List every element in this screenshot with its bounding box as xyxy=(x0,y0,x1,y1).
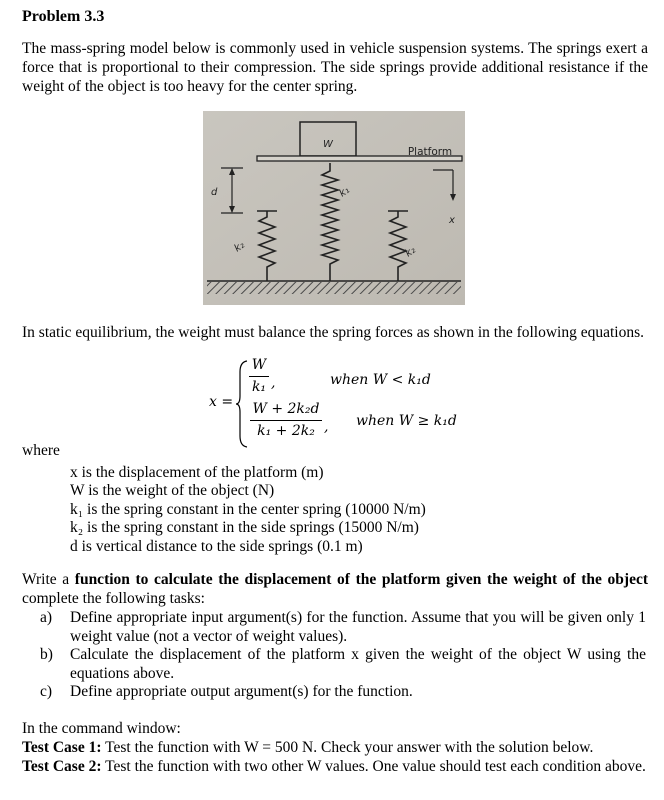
task-intro-bold: function to calculate the displacement of the platform given the weight of the object xyxy=(74,571,648,588)
definition-item: d is vertical distance to the side springs (0.1 m) xyxy=(70,537,363,555)
case2-fraction-bar xyxy=(250,420,322,421)
weight-label: W xyxy=(323,139,333,150)
case2-denominator: k₁ + 2k₂ xyxy=(257,423,315,439)
task-item-a: a) Define appropriate input argument(s) for the function. Assume that you will be given only 1 weight value (not a vector of weight values). xyxy=(40,609,646,645)
k1-label: k₁ xyxy=(337,184,352,200)
where-label: where xyxy=(22,442,60,459)
mass-spring-figure xyxy=(203,111,465,305)
task-intro: Write a function to calculate the displacement of the platform given the weight of the object complete the following tasks: xyxy=(22,571,648,607)
test-case-1: Test Case 1: Test the function with W = 500 N. Check your answer with the solution below. xyxy=(22,739,594,756)
ground-hatch xyxy=(207,282,461,294)
definition-item: k₁ is the spring constant in the center spring (10000 N/m) xyxy=(70,500,426,518)
case2-numerator: W + 2k₂d xyxy=(252,401,320,417)
definition-item: x is the displacement of the platform (m) xyxy=(70,464,324,481)
mass-spring-diagram xyxy=(203,111,465,305)
task-item-b: b) Calculate the displacement of the platform x given the weight of the object W using the equations above. xyxy=(40,646,646,682)
command-window-intro: In the command window: xyxy=(22,720,181,737)
equation-lhs: x = xyxy=(209,394,234,410)
variable-definitions xyxy=(70,463,630,555)
d-label: d xyxy=(211,187,218,198)
definition-item: k₂ is the spring constant in the side springs (15000 N/m) xyxy=(70,519,419,537)
case2-comma: , xyxy=(324,419,329,435)
equilibrium-paragraph: In static equilibrium, the weight must balance the spring forces as shown in the following equations. xyxy=(22,324,645,341)
platform-label: Platform xyxy=(407,146,453,158)
case2-condition: when W ≥ k₁d xyxy=(356,413,457,429)
x-label: x xyxy=(449,215,455,226)
k2-right-label: k₂ xyxy=(403,244,418,260)
case1-denominator: k₁ xyxy=(251,379,267,395)
case1-condition: when W < k₁d xyxy=(330,372,431,388)
intro-paragraph: The mass-spring model below is commonly used in vehicle suspension systems. The springs exert a force that is proportional to their compression. The side springs provide additional resistance if the weight of the object is too heavy for the center spring. xyxy=(22,40,648,95)
problem-title: Problem 3.3 xyxy=(22,8,105,25)
case1-numerator: W xyxy=(251,357,267,373)
task-item-c: c) Define appropriate output argument(s) for the function. xyxy=(40,683,413,700)
case1-comma: , xyxy=(271,375,276,391)
k2-left-label: k₂ xyxy=(232,239,247,255)
case1-fraction-bar xyxy=(249,376,269,377)
definition-item: W is the weight of the object (N) xyxy=(70,482,275,500)
test-case-2: Test Case 2: Test the function with two other W values. One value should test each condition above. xyxy=(22,758,646,775)
